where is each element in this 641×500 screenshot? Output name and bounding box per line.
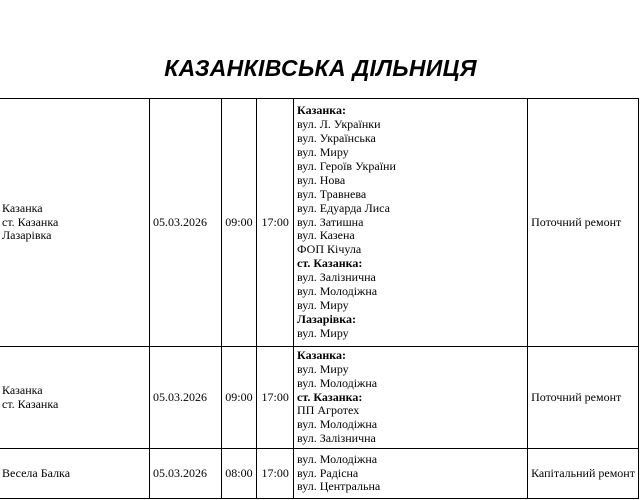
- outage-schedule-table: [0, 98, 639, 499]
- addresses-cell: [294, 99, 528, 347]
- address-line: вул. Казена: [297, 228, 355, 243]
- settlements-cell: [0, 449, 149, 499]
- date-cell: 05.03.2026: [149, 99, 221, 347]
- work-type-cell: Поточний ремонт: [528, 347, 639, 449]
- work-type-cell: Поточний ремонт: [528, 99, 639, 347]
- settlement-name: ст. Казанка: [2, 214, 59, 229]
- table-row: [0, 99, 639, 347]
- time-to-cell: 17:00: [257, 449, 294, 499]
- table-row: [0, 347, 639, 449]
- settlement-name: ст. Казанка: [2, 396, 59, 411]
- date-cell: 05.03.2026: [149, 449, 221, 499]
- address-line: вул. Героїв України: [297, 158, 396, 173]
- address-line: вул. Миру: [297, 145, 349, 160]
- time-to-cell: 17:00: [257, 347, 294, 449]
- address-line: вул. Молодіжна: [297, 451, 378, 466]
- address-group-heading: Лазарівка:: [297, 311, 357, 326]
- address-line: вул. Едуарда Лиса: [297, 200, 390, 215]
- address-group-heading: ст. Казанка:: [297, 256, 363, 271]
- address-group-heading: Казанка:: [297, 103, 347, 118]
- settlements-cell: [0, 99, 149, 347]
- table-row: [0, 449, 639, 499]
- time-to-cell: 17:00: [257, 99, 294, 347]
- address-line: вул. Затишна: [297, 214, 364, 229]
- settlement-name: Казанка: [2, 382, 43, 397]
- addresses-cell: [294, 449, 528, 499]
- addresses-cell: [294, 347, 528, 449]
- date-cell: 05.03.2026: [149, 347, 221, 449]
- address-line: вул. Українська: [297, 131, 376, 146]
- address-line: вул. Миру: [297, 325, 349, 340]
- time-from-cell: 08:00: [221, 449, 257, 499]
- address-line: вул. Травнева: [297, 186, 367, 201]
- settlement-name: Казанка: [2, 200, 43, 215]
- address-line: вул. Миру: [297, 361, 349, 376]
- address-line: вул. Залізнична: [297, 431, 376, 446]
- address-line: вул. Молодіжна: [297, 284, 378, 299]
- address-line: вул. Л. Українки: [297, 117, 381, 132]
- settlement-name: Лазарівка: [2, 228, 52, 243]
- time-from-cell: 09:00: [221, 99, 257, 347]
- address-line: вул. Молодіжна: [297, 375, 378, 390]
- address-line: вул. Молодіжна: [297, 417, 378, 432]
- address-line: ПП Агротех: [297, 403, 360, 418]
- address-line: вул. Миру: [297, 297, 349, 312]
- address-group-heading: ст. Казанка:: [297, 389, 363, 404]
- address-line: вул. Центральна: [297, 479, 381, 494]
- work-type-cell: Капітальний ремонт: [528, 449, 639, 499]
- address-line: вул. Радісна: [297, 465, 359, 480]
- page-title: КАЗАНКІВСЬКА ДІЛЬНИЦЯ: [164, 55, 477, 81]
- settlement-name: Весела Балка: [2, 465, 71, 480]
- address-line: вул. Нова: [297, 172, 346, 187]
- address-group-heading: Казанка:: [297, 347, 347, 362]
- time-from-cell: 09:00: [221, 347, 257, 449]
- address-line: ФОП Кічула: [297, 242, 362, 257]
- address-line: вул. Залізнична: [297, 270, 376, 285]
- settlements-cell: [0, 347, 149, 449]
